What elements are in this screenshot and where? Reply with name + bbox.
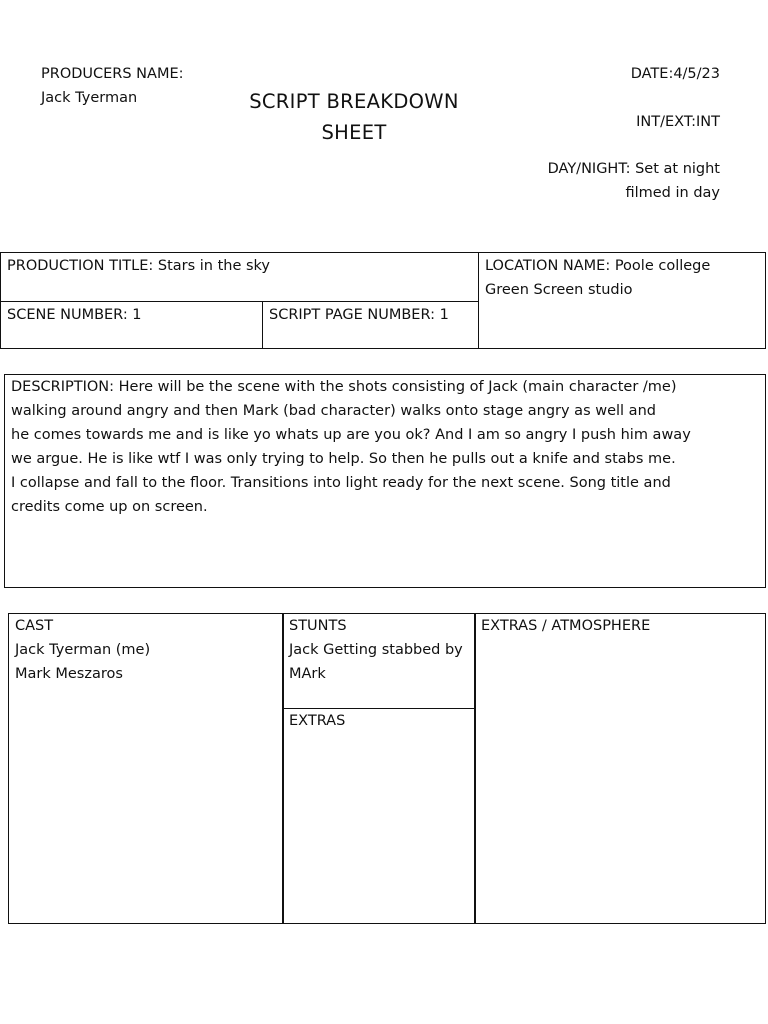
script-page-number-text: SCRIPT PAGE NUMBER: 1	[269, 307, 449, 323]
description-line-2: walking around angry and then Mark (bad character) walks onto stage angry as well and	[11, 403, 656, 419]
description-box	[4, 374, 766, 588]
page-title-line-1: SCRIPT BREAKDOWN	[249, 90, 459, 113]
producers-name-value: Jack Tyerman	[41, 90, 138, 106]
date-field: DATE:4/5/23	[630, 66, 720, 82]
scene-number-text: SCENE NUMBER: 1	[7, 307, 142, 323]
production-title-cell	[0, 252, 479, 302]
cast-label: CAST	[15, 618, 54, 634]
page-title	[228, 86, 480, 148]
location-name-cell	[478, 252, 766, 349]
description-line-1: DESCRIPTION: Here will be the scene with the shots consisting of Jack (main character /me)	[11, 379, 677, 395]
description-line-5: I collapse and fall to the floor. Transitions into light ready for the next scene. Song title and	[11, 475, 671, 491]
page-title-line-2: SHEET	[321, 121, 387, 144]
location-name-line-2: Green Screen studio	[485, 282, 633, 298]
extras-atmosphere-cell	[474, 613, 766, 924]
int-ext-field: INT/EXT:INT	[636, 114, 720, 130]
script-page-number-cell	[262, 301, 479, 349]
description-line-4: we argue. He is like wtf I was only trying to help. So then he pulls out a knife and stabs me.	[11, 451, 676, 467]
cast-member-1: Jack Tyerman (me)	[15, 642, 151, 658]
stunts-label: STUNTS	[289, 618, 347, 634]
cast-cell	[8, 613, 284, 924]
description-line-3: he comes towards me and is like yo whats up are you ok? And I am so angry I push him away	[11, 427, 691, 443]
extras-cell	[282, 708, 476, 924]
cast-member-2: Mark Meszaros	[15, 666, 123, 682]
extras-label: EXTRAS	[289, 713, 346, 729]
stunts-line-2: MArk	[289, 666, 326, 682]
extras-atmosphere-label: EXTRAS / ATMOSPHERE	[481, 618, 651, 634]
location-name-line-1: LOCATION NAME: Poole college	[485, 258, 711, 274]
scene-number-cell	[0, 301, 263, 349]
stunts-line-1: Jack Getting stabbed by	[289, 642, 463, 658]
day-night-line-1: DAY/NIGHT: Set at night	[547, 161, 720, 177]
production-title-text: PRODUCTION TITLE: Stars in the sky	[7, 258, 271, 274]
stunts-cell	[282, 613, 476, 709]
description-line-6: credits come up on screen.	[11, 499, 208, 515]
producers-name-label: PRODUCERS NAME:	[41, 66, 184, 82]
day-night-line-2: filmed in day	[625, 185, 720, 201]
